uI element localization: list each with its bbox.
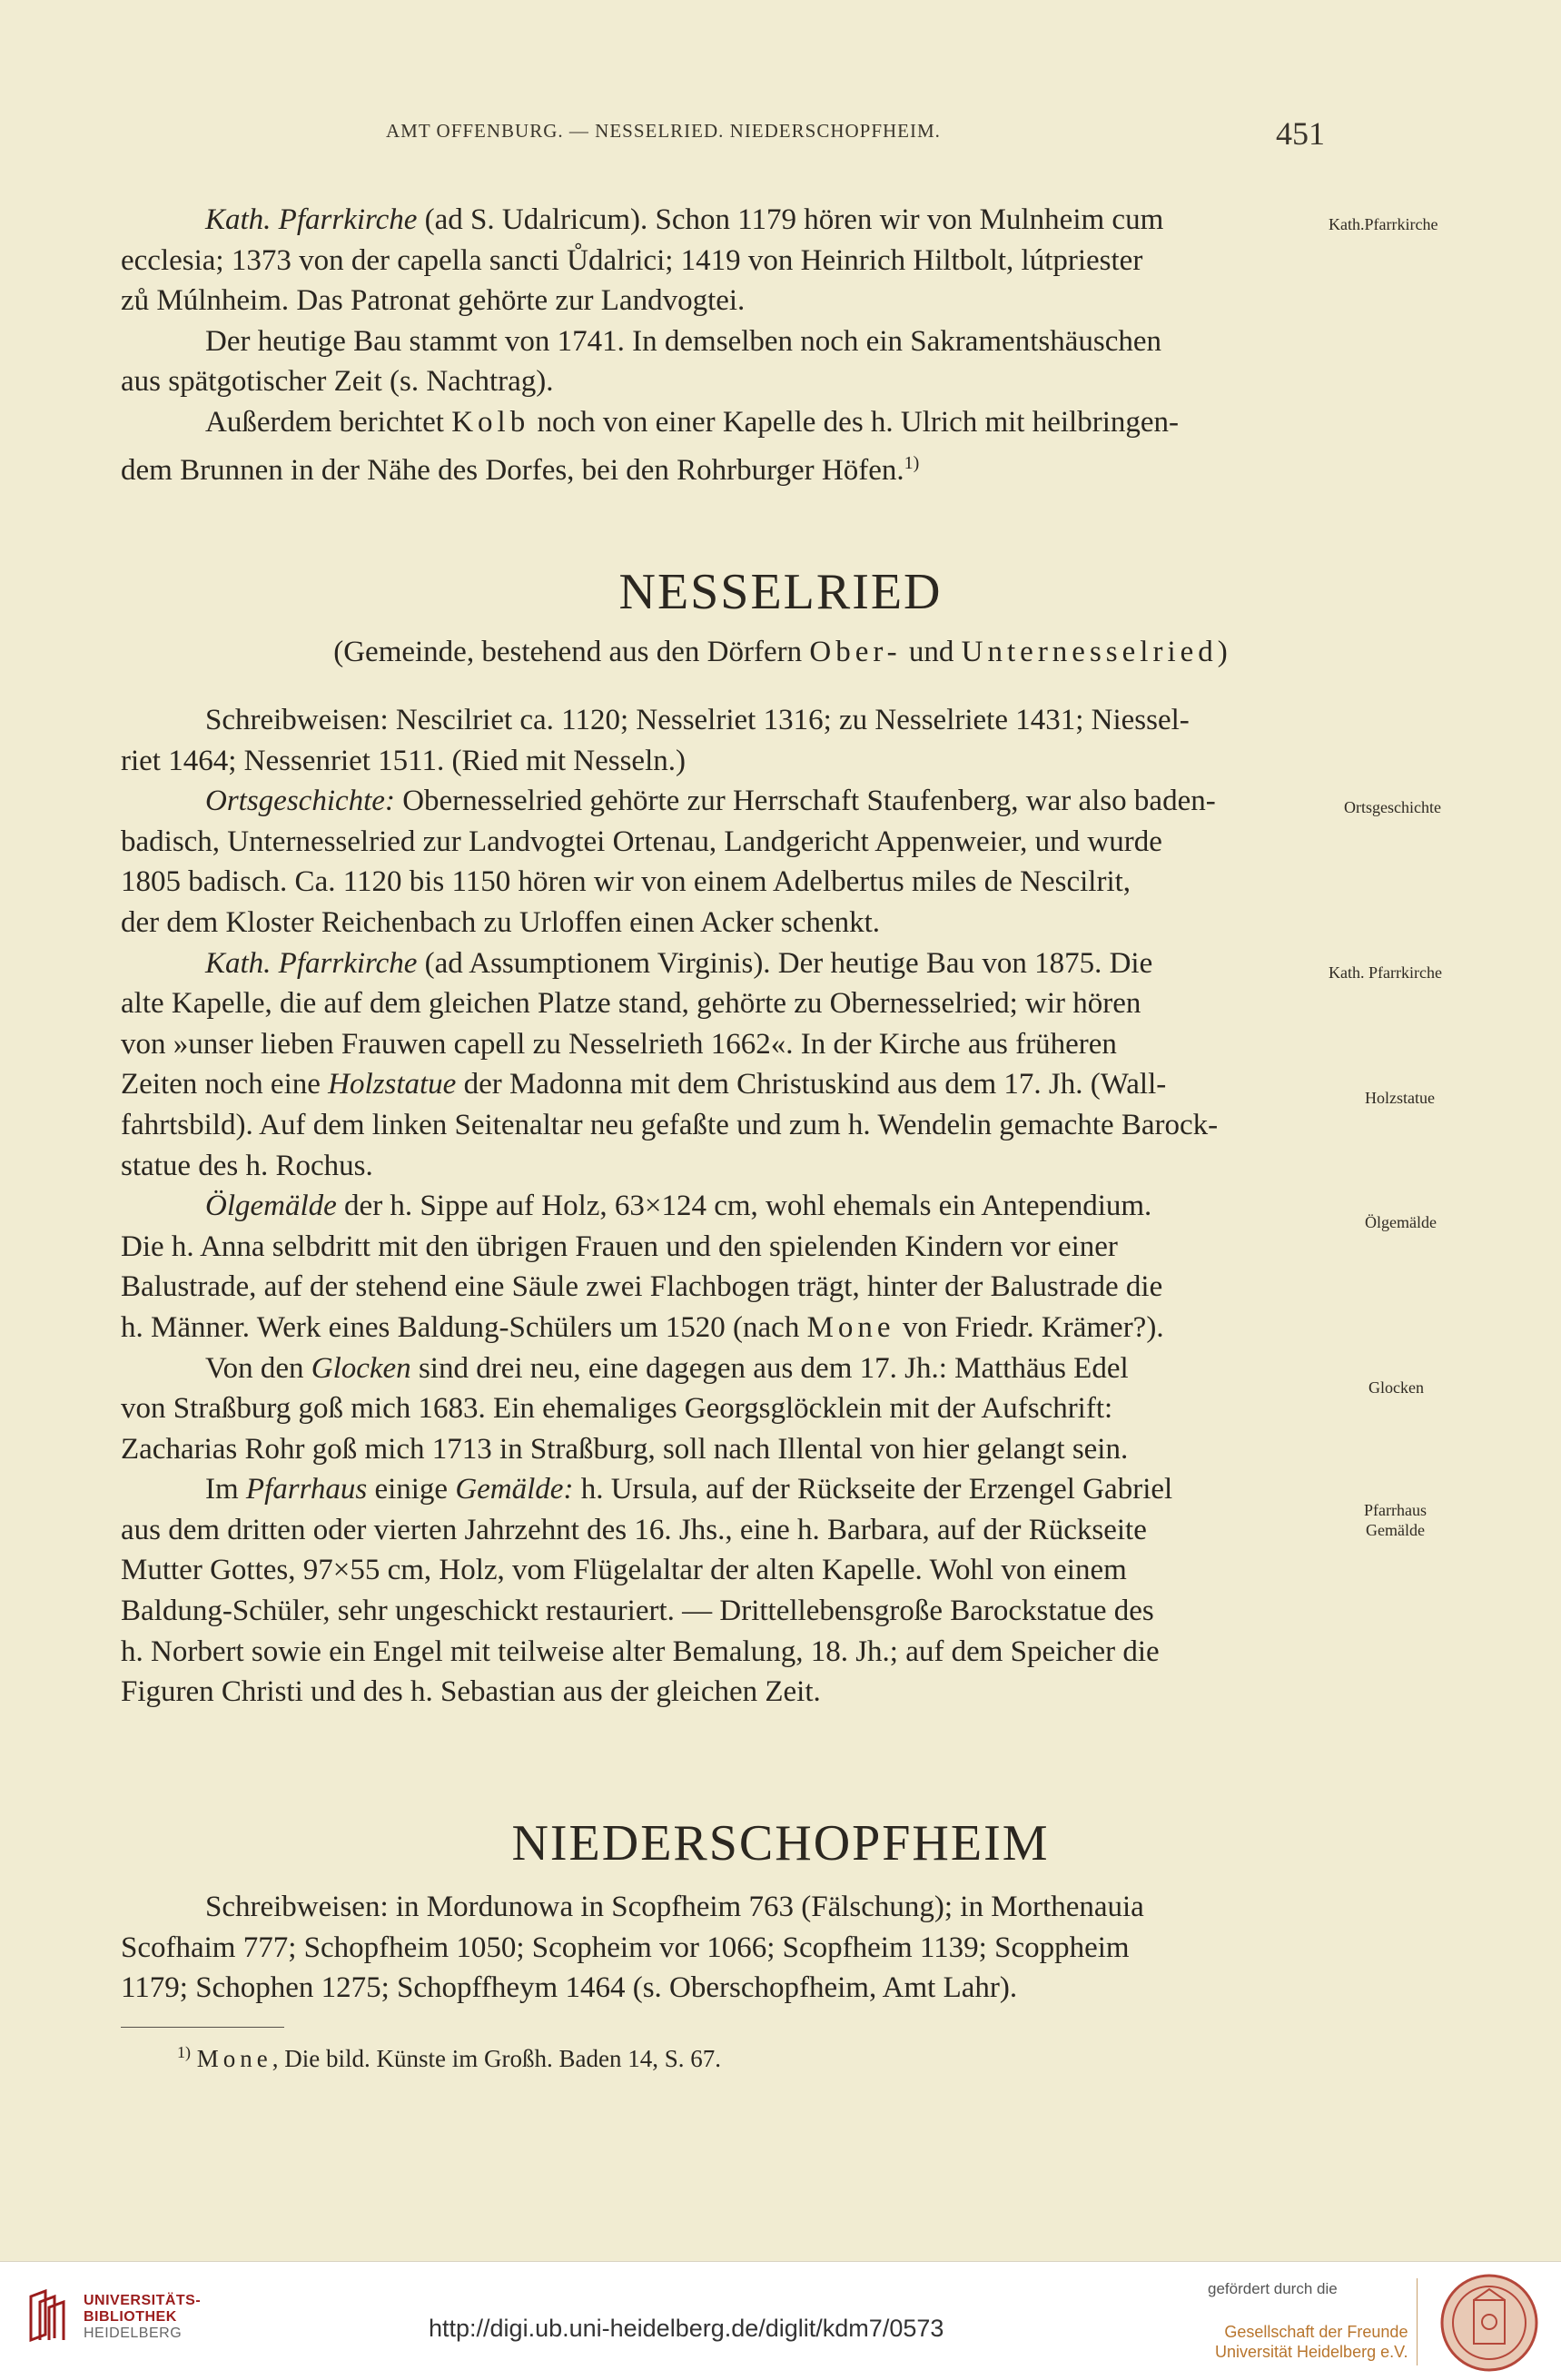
italic-term: Holzstatue [328, 1068, 457, 1101]
italic-term: Kath. Pfarrkirche [205, 203, 418, 236]
margin-note-holzstatue: Holzstatue [1365, 1089, 1435, 1107]
italic-term: Ortsgeschichte: [205, 785, 395, 818]
spaced-name: Mone [806, 1310, 895, 1344]
page-number: 451 [1276, 115, 1325, 152]
footnote-marker: 1) [177, 2043, 191, 2061]
text-line: Außerdem berichtet [205, 405, 452, 439]
section-heading-niederschopfheim: NIEDERSCHOPFHEIM [511, 1815, 1050, 1871]
paragraph-schreibweisen [121, 700, 1324, 781]
section-niederschopfheim-body [121, 1887, 1324, 2009]
library-name [84, 2293, 201, 2342]
margin-note-ortsgeschichte: Ortsgeschichte [1344, 798, 1441, 816]
text-line: sind drei neu, eine dagegen aus dem 17. Jh.: Matthäus Edel [410, 1351, 1129, 1385]
text-line: zů Múlnheim. Das Patronat gehörte zur Landvogtei. [121, 284, 746, 318]
sponsor-label: gefördert durch die [1208, 2280, 1338, 2297]
text-line: statue des h. Rochus. [121, 1149, 373, 1182]
margin-note-glocken: Glocken [1368, 1378, 1424, 1397]
italic-term: Ölgemälde [205, 1190, 337, 1223]
paragraph [121, 402, 1324, 490]
digitization-footer [0, 2261, 1561, 2380]
italic-term: Glocken [311, 1351, 411, 1385]
text-line: einige [367, 1473, 456, 1506]
margin-note-pfarrhaus: Pfarrhaus [1364, 1501, 1427, 1519]
permalink-url[interactable]: http://digi.ub.uni-heidelberg.de/diglit/kdm7/0573 [429, 2315, 944, 2342]
text-line: Schreibweisen: Nescilriet ca. 1120; Nesselriet 1316; zu Nesselriete 1431; Niessel- [205, 704, 1190, 736]
footnote-marker: 1) [904, 452, 920, 473]
paragraph-ortsgeschichte [121, 781, 1324, 943]
paragraph-glocken [121, 1348, 1324, 1470]
text-line: riet 1464; Nessenriet 1511. (Ried mit Nesseln.) [121, 744, 686, 777]
text-line: ecclesia; 1373 von der capella sancti Ůdalrici; 1419 von Heinrich Hiltbolt, lútpriester [121, 243, 1143, 277]
text-line: Schreibweisen: in Mordunowa in Scopfheim 763 (Fälschung); in Morthenauia [205, 1891, 1144, 1923]
footnote-rule [121, 2027, 284, 2028]
university-seal-icon [1439, 2273, 1539, 2373]
italic-term: Kath. Pfarrkirche [205, 946, 418, 980]
sponsor-name-line: Universität Heidelberg e.V. [1215, 2343, 1408, 2361]
text-line: (ad S. Udalricum). Schon 1179 hören wir von Mulnheim cum [417, 203, 1164, 236]
library-logo-icon [27, 2287, 71, 2344]
text-line: h. Norbert sowie ein Engel mit teilweise alter Bemalung, 18. Jh.; auf dem Speicher die [121, 1634, 1160, 1668]
margin-note-pfarrhaus-gemaelde [1364, 1500, 1427, 1540]
spaced-name: Mone [196, 2045, 272, 2072]
text-line: Baldung-Schüler, sehr ungeschickt restauriert. — Drittellebensgroße Barockstatue des [121, 1595, 1154, 1628]
text-line: h. Ursula, auf der Rückseite der Erzengel Gabriel [573, 1473, 1173, 1506]
text-line: dem Brunnen in der Nähe des Dorfes, bei den Rohrburger Höfen. [121, 453, 904, 487]
italic-term: Pfarrhaus [245, 1473, 368, 1506]
italic-term: Gemälde: [455, 1473, 574, 1506]
footnote [177, 2043, 721, 2073]
sponsor-name-line: Gesellschaft der Freunde [1224, 2323, 1408, 2341]
paragraph-schreibweisen [121, 1887, 1324, 2009]
text-line: Zacharias Rohr goß mich 1713 in Straßburg, soll nach Illental von hier gelangt sein. [121, 1432, 1129, 1466]
text-line: Zeiten noch eine [121, 1068, 329, 1101]
section-heading-nesselried: NESSELRIED [618, 564, 943, 620]
subtitle-text: (Gemeinde, bestehend aus den Dörfern [333, 636, 810, 668]
text-line: (ad Assumptionem Virginis). Der heutige Bau von 1875. Die [417, 946, 1153, 980]
text-line: Mutter Gottes, 97×55 cm, Holz, vom Flügelaltar der alten Kapelle. Wohl von einem [121, 1554, 1127, 1587]
subtitle-text: und [901, 636, 962, 668]
paragraph [121, 321, 1324, 402]
text-line: h. Männer. Werk eines Baldung-Schülers um 1520 (nach [121, 1310, 807, 1344]
text-line: von Straßburg goß mich 1683. Ein ehemaliges Georgsglöcklein mit der Aufschrift: [121, 1392, 1113, 1426]
paragraph-kath-pfarrkirche [121, 943, 1324, 1187]
text-line: Der heutige Bau stammt von 1741. In demselben noch ein Sakramentshäuschen [205, 324, 1161, 358]
text-line: Im [205, 1473, 246, 1506]
text-line: der h. Sippe auf Holz, 63×124 cm, wohl ehemals ein Antependium. [336, 1190, 1152, 1223]
spaced-name: Kolb [451, 405, 530, 439]
text-line: von »unser lieben Frauwen capell zu Nesselrieth 1662«. In der Kirche aus früheren [121, 1027, 1117, 1061]
section-subtitle [0, 636, 1561, 669]
divider [1417, 2278, 1418, 2365]
paragraph-oelgemaelde [121, 1186, 1324, 1348]
text-line: 1179; Schophen 1275; Schopffheym 1464 (s. Oberschopfheim, Amt Lahr). [121, 1971, 1018, 2005]
margin-note-kath-pfarrkirche: Kath.Pfarrkirche [1329, 215, 1438, 233]
text-line: alte Kapelle, die auf dem gleichen Platze stand, gehörte zu Obernesselried; wir hören [121, 987, 1141, 1021]
library-name-line: BIBLIOTHEK [84, 2309, 177, 2325]
margin-note-gemaelde: Gemälde [1366, 1521, 1425, 1539]
margin-note-kath-pfarrkirche: Kath. Pfarrkirche [1329, 963, 1442, 982]
text-line: von Friedr. Krämer?). [894, 1310, 1164, 1344]
text-line: aus spätgotischer Zeit (s. Nachtrag). [121, 365, 554, 399]
text-line: Figuren Christi und des h. Sebastian aus der gleichen Zeit. [121, 1675, 821, 1709]
text-line: aus dem dritten oder vierten Jahrzehnt des 16. Jhs., eine h. Barbara, auf der Rückseite [121, 1513, 1147, 1546]
text-line: fahrtsbild). Auf dem linken Seitenaltar neu gefaßte und zum h. Wendelin gemachte Barock- [121, 1108, 1219, 1141]
section-kath-pfarrkirche-offenburg [121, 200, 1324, 490]
running-title: AMT OFFENBURG. — NESSELRIED. NIEDERSCHOPFHEIM. [386, 120, 941, 142]
subtitle-text: ) [1217, 636, 1228, 668]
paragraph [121, 200, 1324, 321]
sponsor-name [1215, 2322, 1408, 2362]
section-nesselried-body [121, 700, 1324, 1713]
footnote-text: , Die bild. Künste im Großh. Baden 14, S. 67. [272, 2045, 721, 2072]
text-line: der dem Kloster Reichenbach zu Urloffen einen Acker schenkt. [121, 905, 880, 939]
text-line: Scofhaim 777; Schopfheim 1050; Scopheim vor 1066; Scopfheim 1139; Scoppheim [121, 1931, 1130, 1964]
paragraph-pfarrhaus [121, 1469, 1324, 1713]
text-line: noch von einer Kapelle des h. Ulrich mit heilbringen- [529, 405, 1180, 439]
margin-note-oelgemaelde: Ölgemälde [1365, 1213, 1437, 1231]
text-line: Von den [205, 1351, 311, 1385]
library-name-line: UNIVERSITÄTS- [84, 2293, 202, 2308]
spaced-name: Unternesselried [961, 636, 1218, 668]
text-line: Die h. Anna selbdritt mit den übrigen Frauen und den spielenden Kindern vor einer [121, 1230, 1118, 1263]
text-line: 1805 badisch. Ca. 1120 bis 1150 hören wir von einem Adelbertus miles de Nescilrit, [121, 865, 1131, 899]
library-name-line: HEIDELBERG [84, 2326, 183, 2341]
text-line: Obernesselried gehörte zur Herrschaft Staufenberg, war also baden- [394, 785, 1216, 818]
text-line: der Madonna mit dem Christuskind aus dem 17. Jh. (Wall- [456, 1068, 1167, 1101]
text-line: badisch, Unternesselried zur Landvogtei Ortenau, Landgericht Appenweier, und wurde [121, 825, 1162, 858]
spaced-name: Ober- [809, 636, 902, 668]
text-line: Balustrade, auf der stehend eine Säule zwei Flachbogen trägt, hinter der Balustrade die [121, 1270, 1163, 1304]
